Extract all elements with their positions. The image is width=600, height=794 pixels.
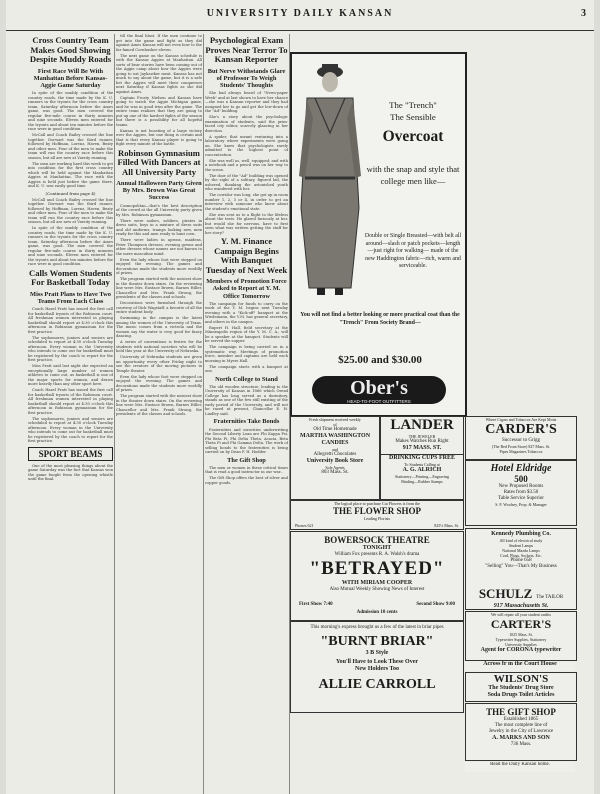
man-in-overcoat-illustration — [295, 58, 365, 298]
ad-line: William Fox presents R. A. Walsh's drama — [334, 552, 420, 557]
paragraph: Rupert H. Hall, field secretary at the Minneapolis region of the Y. M. C. A., will be a speaker at the banquet. Students will be served the supper. — [205, 325, 288, 344]
ad-title: CARDER'S — [485, 422, 557, 437]
ad-line: New Holders Too — [354, 666, 399, 672]
ad-line: Agent for CORONA typewriter — [480, 647, 562, 653]
obers-overcoat-ad — [290, 52, 467, 417]
ad-line: New Proposed Rooms — [498, 484, 544, 489]
ad-price: $25.00 and $30.00 — [338, 354, 422, 366]
paragraph: The corridor was long; she got up in room number 1, 2, 3 or 4, in order to get an interview with someone who knew about the student's emotional state. — [205, 193, 288, 211]
headline: Robinson Gymnasium Filled With Dancers at All University Party — [117, 147, 201, 177]
ad-line: This morning's express brought us a few of the latest in briar pipes — [310, 625, 444, 630]
flower-shop-ad — [290, 500, 464, 530]
paragraph: She was well as, well, equipped; and with a notebook and a pencil was on her way to the scene. — [205, 158, 288, 172]
show-time: Second Show 9:00 — [416, 602, 455, 607]
bowersock-theatre-ad — [290, 531, 464, 621]
ad-line: All kind of electrical study — [499, 538, 543, 543]
ad-line: Where Cigars and Tobaccos Are Kept Moist — [485, 417, 557, 422]
ad-line: Soda Drugs Toilet Articles — [487, 692, 555, 698]
ad-line: Typewriter Supplies, Stationery — [495, 637, 547, 642]
ad-line: and — [332, 447, 338, 452]
ad-phone: Phone 658 — [510, 558, 532, 563]
ad-line: Makes Watches Run Right — [395, 439, 449, 444]
paragraph: Decorations were furnished through the courtesy of Dick Wagstaff, a favorite of all the entire student body. — [116, 301, 202, 315]
paragraph: There were sailors, soldiers, pirates in dress suits, boys in a mixture of dress suits and old uniforms, tramps looking new, men ready for this and men ready to hunt corn. — [116, 218, 202, 237]
paragraph: She had always heard of "News-paper Week" and at last shown to have her chance—she was a Kansan reporter and they had assigned her to go and get the low-down of the "Ad" building. — [205, 91, 288, 114]
carders-cigar-ad — [465, 416, 577, 460]
paragraph: Coach Hazel Pratt has issued the first call for basketball tryouts of the Robinson court. All freshman women interested in playing basketball should report at 4:30 o'clock this afternoon in Robinson gymnasium for the first practice. — [28, 307, 113, 334]
subhead: Fraternities Take Bonds — [213, 418, 280, 426]
ad-line: National Mazda Lamps — [502, 548, 540, 553]
ad-line: Table Service Superior — [498, 496, 544, 501]
paragraph: She's a story about the psychologic examination of students, said the prim-faced city editor, scarcely glancing in her direction. — [205, 115, 288, 133]
ad-line: The logical place to purchase Cut Flowers is from the — [334, 501, 420, 506]
ad-line: "Selling" You—That's My Business — [485, 564, 557, 569]
kennedy-plumbing-ad — [465, 528, 577, 586]
column-rule — [203, 34, 204, 794]
wilsons-drug-ad — [465, 672, 577, 702]
ad-title: Hotel Eldridge — [490, 463, 552, 474]
ad-headline: The "Trench" — [389, 100, 437, 110]
paragraph: She was sent us to a flight to the lifeless about the tests. He glared furiously at her, but would she for nervous, have to first seen what was written getting the stuff for her story? — [205, 212, 288, 235]
ad-line: THE JEWELER — [408, 434, 436, 439]
ad-line: TONIGHT — [362, 545, 392, 551]
ad-title: THE FLOWER SHOP — [332, 506, 421, 516]
continued-note: (Continued from page 4) — [45, 190, 96, 196]
ad-address: 917 Massachusetts St. — [493, 603, 549, 609]
court-house-ad — [465, 661, 575, 671]
subhead: First Race Will Be With Manhattan Before Kansas-Aggie Game Saturday — [33, 67, 108, 89]
subhead: But Nerve Withstands Glare of Professor To Weigh Students' Thoughts — [207, 67, 286, 89]
burnt-briar-pipe-ad — [290, 621, 464, 713]
read-kansan-ad — [465, 762, 575, 772]
paragraph: A series of conventions is festive for the students with national societies who will be held this year at the University of Nebraska. — [116, 340, 202, 354]
ad-line: Across fr m the Court House — [483, 661, 557, 667]
ad-line: 917 MASS. ST. — [402, 445, 442, 451]
paragraph: Kansas is not boasting of a large victory over the Aggies, but one thing is certain and that is that every Kansas player is going to fight every minute of the battle. — [116, 128, 202, 146]
subhead: Annual Halloween Party Given By Mrs. Brown Was Great Success — [116, 180, 202, 202]
headline: Calls Women Students For Basketball Today — [29, 267, 112, 288]
masthead — [6, 0, 594, 31]
ad-line: 500 — [514, 474, 528, 484]
page-number: 3 — [581, 8, 586, 19]
paragraph: The sophomores, juniors and seniors are scheduled to report at 4:30 o'clock Tuesday afternoon. Every woman in the University who intends to come out for basketball must be registered by the coach to report for the first practice. — [28, 416, 113, 444]
ad-line: Cord, Plugs, Sockets, Etc. — [500, 553, 542, 558]
ad-subheadline: The Sensible — [390, 112, 436, 122]
paragraph: Fraternities and sororities underwriting the Second Liberty Loan are Phi Kappa Psi, Phi Beta Pi, Phi Delta Theta, Acacia, Beta Theta Pi and Phi Gamma Delta. The work of selling bonds to the fraternities is being carried on by Dean F. H. Hodder. — [205, 427, 288, 455]
ad-line: 803 Mass. St. — [321, 470, 349, 475]
subhead: North College to Stand — [215, 375, 278, 383]
paragraph: The campaign is being carried on in a systematic way. Meetings of promotion force, member and captains are held each morning in Myers Hall. — [205, 345, 288, 363]
paragraph: Even the lady whose foot were stepped on enjoyed the evening. The games and decorations made the students more worldly of prizes. — [116, 257, 202, 276]
ad-title: SCHULZ — [478, 586, 533, 601]
headline: Psychological Exam Proves Near Terror To Kansan Reporter — [205, 35, 288, 64]
subhead: Miss Pratt Plans to Have Two Teams From Each Class — [30, 290, 111, 305]
ad-phone: Phones 621 — [295, 523, 314, 528]
paragraph: Swimming in the campus is the latest among the women of the University of Texas. The music comes from a victrola and the women say the water is very good for fancy dancing. — [116, 316, 202, 339]
paragraph: The campaign for funds to carry on the work of the Y. M. begins next Tuesday evening with a "Kick-off" banquet at the Wiedemann, the Y.M. has general secretary, and others in the campus. — [205, 301, 288, 324]
ad-line: 736 Mass. — [510, 742, 532, 747]
paragraph: In spite of the muddy condition of the country roads, the time made by the K. U. runners in the tryouts for the cross country team, Saturday afternoon before the Ames game, was good. The men covered the regular five-mile course in thirty minutes and nine seconds. Eleven men entered for the tryouts and about ten minutes before the race were in good condition. — [28, 226, 113, 267]
movie-title: "BETRAYED" — [309, 558, 445, 579]
column-3 — [205, 34, 288, 794]
ad-line: Binding—Rubber Stamps — [401, 479, 443, 484]
ad-line: The most complete line of — [494, 723, 548, 728]
svg-text:HEAD-TO-FOOT OUTFITTERS: HEAD-TO-FOOT OUTFITTERS — [347, 399, 411, 404]
ad-address: 825½ Mass. St. — [434, 523, 459, 528]
ad-line: Read the Daily Kansan home. — [490, 762, 550, 767]
paragraph: Captain Frosty Nielsen and Kansas have going to watch the Aggie Michigan game, and he was in good trim after the game. The entire team realizes that they are going to put up one of the hardest fights of the season but there is a possibility for all hopeful teams. — [116, 95, 202, 127]
column-2 — [116, 34, 202, 794]
paragraph: The program started with the noisiest show in the theater down stairs. On the reviewing line were Mrs. Eustace Brown, Barnes Hiller, Chancellor and Mrs. Frank Strong, the presidents of the classes and schools. — [116, 394, 202, 417]
paragraph: till the final blast. If the men continue to get into the game and fight as they did against Ames Kansas will not even bow to the far famed Cornhusker eleven. — [116, 34, 202, 52]
headline: Cross Country Team Makes Good Showing Despite Muddy Roads — [29, 35, 112, 64]
obers-logo — [312, 372, 446, 408]
ad-line: Stationery—Printing—Engraving — [395, 474, 449, 479]
ad-line: DRINKING CUPS FREE — [381, 454, 463, 462]
gift-shop-jewelry-ad — [465, 703, 577, 761]
ad-line: MARTHA WASHINGTON CANDIES — [299, 433, 371, 446]
ad-line: You'll Have to Look These Over — [335, 659, 419, 665]
ad-merchant: ALLIE CARROLL — [318, 677, 436, 692]
admission-price: Admission 10 cents — [356, 610, 398, 615]
ad-title: BOWERSOCK THEATRE — [324, 535, 430, 545]
hotel-eldridge-ad — [465, 460, 577, 526]
paragraph: There were ladies in aprons, maidens, Peter Thompson dresses, evening gowns and other dresses whose names are not known to the mere masculine mind. — [116, 238, 202, 256]
paragraph: The men are working hard this week to get into condition for the first cross country which will be held against the Manhattan Aggies at Manhattan. The race with the Aggies is held just before the game there, and K. U. was easily good time. — [28, 161, 113, 189]
ad-line: WITH MIRIAM COOPER — [341, 580, 413, 586]
paragraph: McCall and Coach Bailey crossed the line together. Dorwart was the third runner, followed by Hoffman, Lorenz, Haven, Beaty and other men. Four of the men to make the team will run the country race before this season, but all are new at Varsity running. — [28, 133, 113, 160]
ad-line: Established 1865 — [503, 717, 539, 722]
paragraph: University of Nebraska students are given an opportunity every other Friday night to see the creators of the moving pictures in Temple theater. — [116, 355, 202, 373]
ad-line: To Students Calling at — [404, 462, 440, 467]
ad-title: WILSON'S — [493, 673, 549, 685]
ad-line: Jewelry in the City of Lawrence — [488, 729, 554, 734]
ad-title: "BURNT BRIAR" — [320, 634, 434, 649]
paragraph: The sophomores, juniors and seniors are scheduled to report at 4:30 o'clock Tuesday afternoon. Every woman in the University who intends to come out for basketball must be registered by the coach to report for the first practice. — [28, 335, 113, 363]
paragraph: In spite of the muddy condition of the country roads, the time made by the K. U. runners in the tryouts for the cross country team, Saturday afternoon before the Ames game, was good. The men covered the regular five-mile course in thirty minutes and nine seconds. Eleven men entered for the tryouts and about ten minutes before the race were in good condition. — [28, 91, 113, 132]
paragraph: A spider, that meant venturing into a laboratory where experiments were going on. She knew that psychologists rarely admitted to the highest point of concentration. — [205, 134, 288, 157]
ad-line: Sole Agents — [325, 465, 345, 470]
ad-title: Kennedy Plumbing Co. — [491, 531, 551, 537]
ad-line: University Supplies — [505, 642, 537, 647]
ad-tagline: with the snap and style that college men like— — [366, 164, 460, 186]
ad-line: Also Mutual Weekly Showing News of Interest — [329, 587, 425, 592]
ad-line: Rates from $3.50 — [503, 490, 539, 495]
sport-beams-title: SPORT BEAMS — [28, 447, 113, 461]
ad-title: CARTER'S — [490, 617, 552, 631]
ad-line: Pipes Magazines Tobaccos — [499, 449, 543, 454]
lander-jeweler-ad — [380, 416, 464, 500]
paragraph: The door of the "Ad" building was opened by the sight of a solitary, figured lad, the ushered, thanking the astonished youth who wandered with her. — [205, 173, 288, 192]
schulz-tailor-ad — [465, 585, 577, 610]
ad-line: Allegretti Chocolates — [313, 452, 357, 457]
show-time: First Show 7:40 — [299, 602, 333, 607]
headline: Y. M. Finance Campaign Begins With Banquet Tuesday of Next Week — [205, 236, 288, 275]
ad-title: LANDER — [390, 417, 454, 433]
subhead: The Gift Shop — [227, 456, 266, 464]
ad-line: Leading Florists — [363, 516, 391, 521]
paragraph: The old wooden structure, leading to the University of Kansas in 1866 which Oread College has long served as a dormitory, stands as one of the few still existing of the early period of the University, and will not be razed at present, Chancellor E. H. Lindley said. — [205, 384, 288, 416]
ad-title: Overcoat — [382, 128, 444, 145]
ad-line: 3 B Style — [365, 650, 389, 656]
masthead-title: UNIVERSITY DAILY KANSAN — [206, 8, 394, 19]
paragraph: McCall and Coach Bailey crossed the line together. Dorwart was the third runner, followed by Hoffman, Lorenz, Haven, Beaty and other men. Four of the men to make the team will run the country race before this season, but all are new at Varsity running. — [28, 197, 113, 225]
paragraph: Cosmopolitan—that's the best description of the crowd at the all University party given by Mrs. Robinson gymnasium. — [116, 203, 202, 217]
ad-line: S. F. Woolsey, Prop. & Manager — [495, 502, 547, 507]
paragraph: The Gift Shop offers the best of silver and copper goods. — [205, 476, 288, 485]
column-rule — [114, 34, 115, 794]
ad-line: The TAILOR — [536, 595, 564, 600]
paragraph: The program started with the noisiest show in the theater down stairs. On the reviewing line were Mrs. Eustace Brown, Barnes Hiller, Chancellor and Mrs. Frank Strong, the presidents of the classes and schools. — [116, 277, 202, 300]
ad-line: A. MARKS AND SON — [492, 735, 550, 741]
ad-line: University Book Store — [306, 458, 364, 464]
ad-line: of — [333, 422, 337, 427]
svg-text:Ober's: Ober's — [350, 377, 408, 399]
newspaper-page — [6, 0, 594, 794]
ad-pitch: You will not find a better looking or more practical coat than the "Trench" From Society Brand— — [300, 312, 460, 326]
paragraph: The next game on the Kansas schedule is with the Kansas Aggies at Manhattan. All sorts of bear stories have been coming out of the Aggie camp about how the Aggies were going to eat Jayhawker meat. Kansas has not much to say about the game, but it is a safe bet the Aggies will meet their conquerors next Saturday if Kansas fights as she did against Ames. — [116, 53, 202, 94]
ad-line: Successor to Grigg — [501, 438, 541, 443]
paragraph: One of the most pleasing things about the game Saturday was the fact that Kansas won the game fought from the opening whistle until the final. — [28, 463, 113, 482]
paragraph: Coach Hazel Pratt has issued the first call for basketball tryouts of the Robinson court. All freshman women interested in playing basketball should report at 4:30 o'clock this afternoon in Robinson gymnasium for the first practice. — [28, 388, 113, 415]
paragraph: The campaign starts with a banquet at one. — [205, 364, 288, 374]
ad-line: (The Red Front Store) 827 Mass. St. — [491, 444, 551, 449]
ad-line: Student Lamps — [508, 543, 534, 548]
candies-ad — [290, 416, 380, 500]
ad-line: The Students' Drug Store — [488, 685, 554, 691]
ad-line: Old Time Homemade — [313, 427, 357, 432]
subhead: Members of Promotion Force Asked to Report at Y. M. Office Tomorrow — [206, 278, 287, 300]
ad-line: We will repair all your student outfits — [491, 612, 551, 617]
paragraph: The men or women in these critical times that is read a good instructor in our war... — [205, 465, 288, 475]
column-1 — [28, 34, 113, 794]
paragraph: Miss Pratt said last night she expected an exceptionally large number of women athletes to come out, as basketball is one of the major sports for women, and drawn more heavily than any other sport here. — [28, 364, 113, 387]
ad-body: Double or Single Breasted—with belt all around—slash or patch pockets—length—just right for walking— made of the new Haddington fabric—rich, warm and serviceable. — [364, 233, 462, 269]
ad-line: 1025 Mass. St. — [509, 632, 533, 637]
ad-line: Fresh shipment received weekly — [309, 417, 361, 422]
paragraph: Even the lady whose foot were stepped on enjoyed the evening. The games and decorations made the students more worldly of prizes. — [116, 374, 202, 393]
ad-line: A. G. ALRICH — [402, 467, 442, 473]
carters-typewriter-ad — [465, 611, 577, 661]
ad-title: THE GIFT SHOP — [486, 707, 556, 717]
